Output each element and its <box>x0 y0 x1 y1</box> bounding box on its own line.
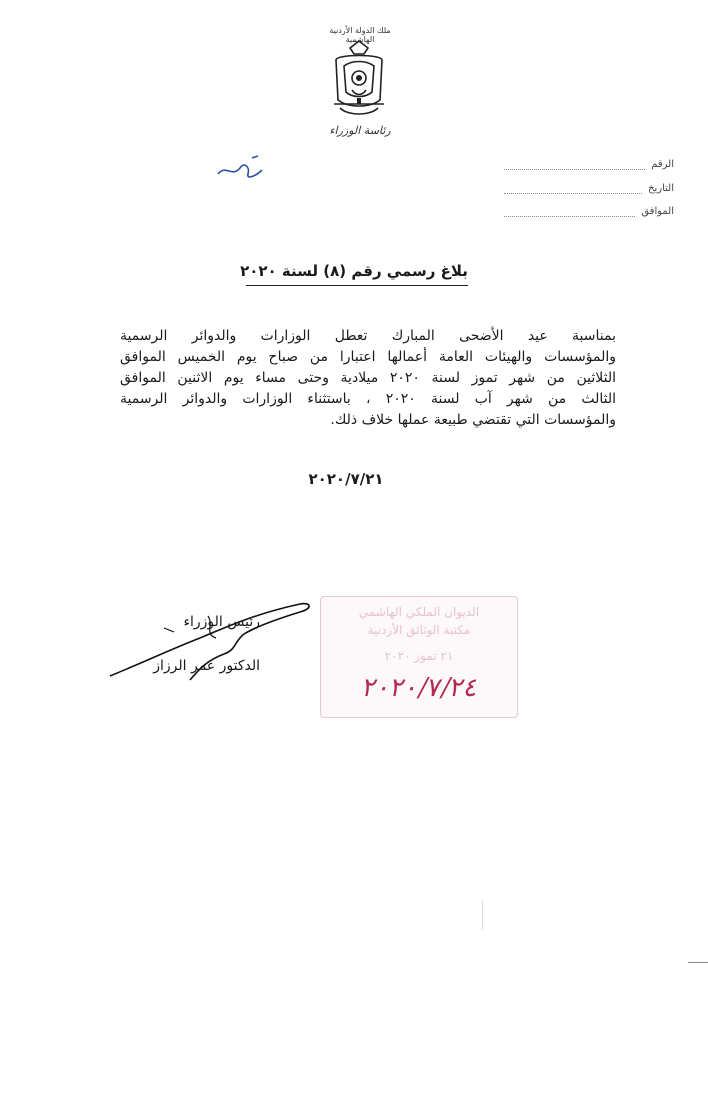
document-title: بلاغ رسمي رقم (٨) لسنة ٢٠٢٠ <box>240 262 468 280</box>
reference-number-label: الرقم <box>651 158 674 170</box>
body-line: بمناسبة عيد الأضحى المبارك تعطل الوزارات والدوائر الرسمية <box>120 328 616 344</box>
archive-stamp <box>320 596 518 718</box>
office-name: رئاسة الوزراء <box>329 124 391 137</box>
reference-date-label: التاريخ <box>648 182 674 194</box>
announcement-body <box>120 326 616 431</box>
reference-date-dots <box>504 183 642 194</box>
stamp-handwritten-date: ٢٠٢٠/٧/٢٤ <box>359 673 482 703</box>
stamp-line-2: مكتبة الوثائق الأردنية <box>367 623 471 637</box>
scan-artifact <box>482 900 483 930</box>
reference-corresponding-label: الموافق <box>641 205 674 217</box>
reference-corresponding-field <box>504 203 674 219</box>
issue-date: ٢٠٢٠/٧/٢١ <box>308 470 384 488</box>
reference-number-field <box>504 156 674 172</box>
body-line: والمؤسسات والهيئات العامة أعمالها اعتبارا من صباح يوم الخميس الموافق <box>120 349 616 365</box>
stamp-line-3: ٢١ تموز ٢٠٢٠ <box>384 649 454 663</box>
jordan-coat-of-arms-icon <box>328 38 390 124</box>
edge-mark <box>688 962 708 963</box>
signatory-title: رئيس الوزراء <box>183 614 260 630</box>
signatory-name: الدكتور عمر الرزاز <box>153 658 260 674</box>
stamp-line-1: الديوان الملكي الهاشمي <box>358 605 480 619</box>
reference-corresponding-dots <box>504 206 635 217</box>
signature-icon <box>104 598 328 690</box>
title-underline <box>246 285 468 286</box>
body-line: والمؤسسات التي تقتضي طبيعة عملها خلاف ذلك. <box>330 412 616 428</box>
royal-motto: ملك الدولة الأردنية الهاشمية <box>329 26 391 44</box>
body-line: الثلاثين من شهر تموز لسنة ٢٠٢٠ ميلادية وحتى مساء يوم الاثنين الموافق <box>120 370 616 386</box>
handwritten-initial-icon <box>210 150 270 184</box>
body-line: الثالث من شهر آب لسنة ٢٠٢٠ ، باستثناء الوزارات والدوائر الرسمية <box>120 391 617 407</box>
reference-number-dots <box>504 159 645 170</box>
reference-date-field <box>504 180 674 196</box>
